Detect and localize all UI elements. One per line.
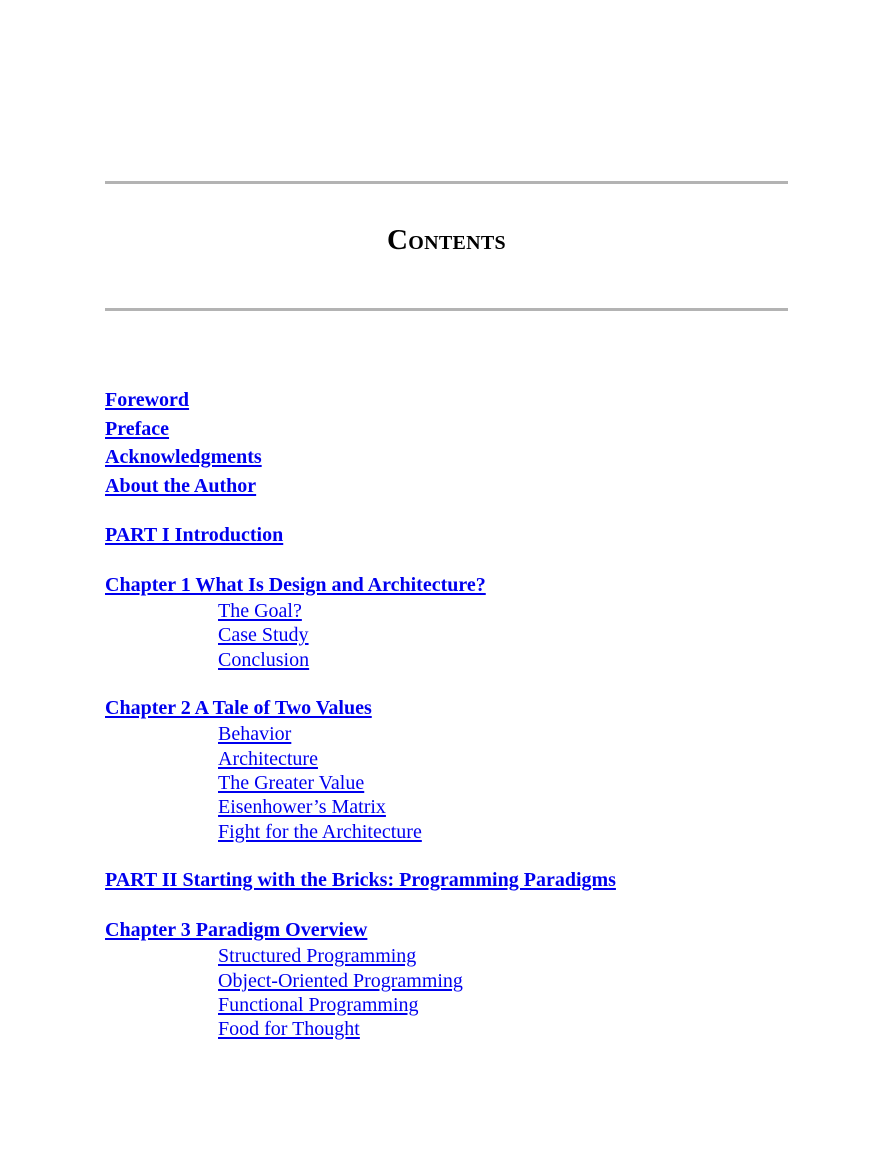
- list-item: [218, 747, 805, 771]
- table-of-contents: [105, 386, 805, 1042]
- section-link-structured-programming[interactable]: Structured Programming: [218, 945, 417, 968]
- part-1-link[interactable]: PART I Introduction: [105, 524, 284, 546]
- toc-chapter-2: [105, 694, 805, 722]
- toc-item-acknowledgments: [105, 443, 805, 472]
- section-link-fight-for-the-architecture[interactable]: Fight for the Architecture: [218, 820, 422, 843]
- section-link-food-for-thought[interactable]: Food for Thought: [218, 1018, 360, 1041]
- chapter-1-link[interactable]: Chapter 1 What Is Design and Architecture?: [105, 574, 486, 596]
- list-item: [218, 820, 805, 844]
- toc-chapter-3: [105, 916, 805, 944]
- list-item: [218, 944, 805, 968]
- bottom-divider: [105, 308, 788, 311]
- chapter-3-sections: [105, 944, 805, 1042]
- list-item: [218, 623, 805, 647]
- toc-chapter-1: [105, 571, 805, 599]
- list-item: [218, 599, 805, 623]
- preface-link[interactable]: Preface: [105, 417, 170, 440]
- chapter-2-sections: [105, 722, 805, 844]
- section-link-object-oriented-programming[interactable]: Object-Oriented Programming: [218, 969, 463, 992]
- section-link-functional-programming[interactable]: Functional Programming: [218, 993, 419, 1016]
- toc-part-1: [105, 521, 805, 549]
- toc-part-2: [105, 866, 805, 894]
- list-item: [218, 771, 805, 795]
- top-divider: [105, 181, 788, 184]
- page-title: Contents: [387, 224, 506, 256]
- toc-item-about-the-author: [105, 472, 805, 501]
- chapter-2-link[interactable]: Chapter 2 A Tale of Two Values: [105, 697, 372, 720]
- toc-item-foreword: [105, 386, 805, 415]
- section-link-eisenhowers-matrix[interactable]: Eisenhower’s Matrix: [218, 796, 386, 819]
- section-link-conclusion[interactable]: Conclusion: [218, 648, 310, 671]
- list-item: [218, 1017, 805, 1041]
- chapter-3-link[interactable]: Chapter 3 Paradigm Overview: [105, 919, 368, 942]
- section-link-behavior[interactable]: Behavior: [218, 723, 292, 746]
- chapter-1-sections: [105, 599, 805, 672]
- acknowledgments-link[interactable]: Acknowledgments: [105, 446, 262, 468]
- section-link-architecture[interactable]: Architecture: [218, 747, 318, 770]
- foreword-link[interactable]: Foreword: [105, 389, 190, 411]
- section-link-the-greater-value[interactable]: The Greater Value: [218, 771, 365, 794]
- list-item: [218, 969, 805, 993]
- about-the-author-link[interactable]: About the Author: [105, 474, 257, 497]
- list-item: [218, 993, 805, 1017]
- toc-item-preface: [105, 415, 805, 444]
- part-2-link[interactable]: PART II Starting with the Bricks: Programming Paradigms: [105, 869, 616, 892]
- section-link-the-goal[interactable]: The Goal?: [218, 600, 302, 622]
- front-matter-list: [105, 386, 805, 500]
- list-item: [218, 795, 805, 819]
- section-link-case-study[interactable]: Case Study: [218, 624, 309, 647]
- list-item: [218, 722, 805, 746]
- list-item: [218, 648, 805, 672]
